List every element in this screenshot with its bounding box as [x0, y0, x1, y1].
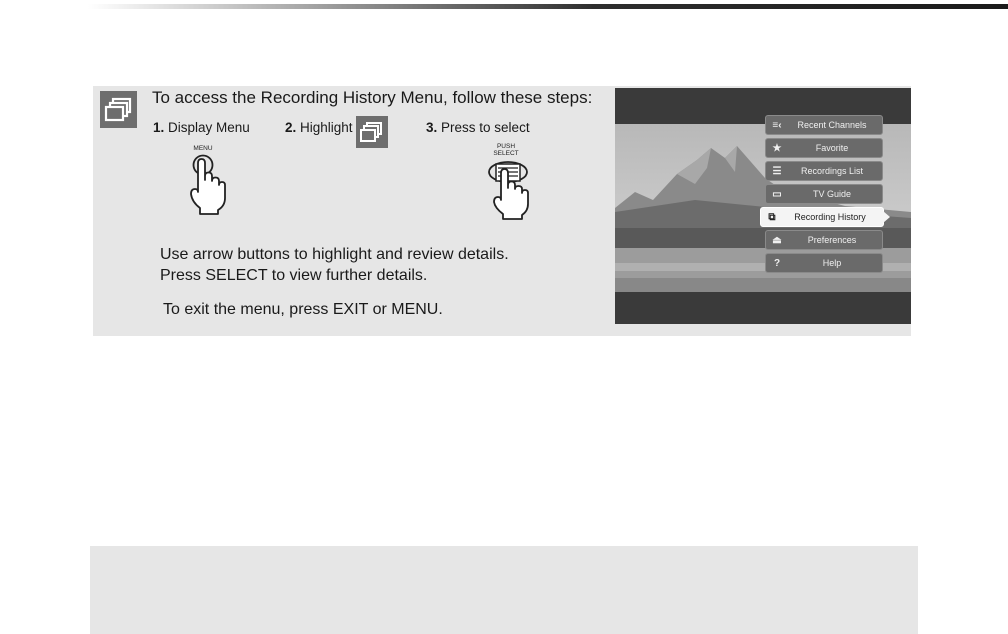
list-icon: ☰	[772, 165, 782, 177]
menu-item-recordings-list[interactable]	[765, 161, 883, 181]
help-icon: ?	[773, 257, 781, 269]
recording-history-icon: ⧉	[768, 211, 776, 223]
tv-main-menu	[765, 115, 883, 276]
star-icon: ★	[772, 142, 782, 154]
menu-item-help[interactable]	[765, 253, 883, 273]
step-1-label: Display Menu	[168, 120, 250, 135]
instruction-line-1: Use arrow buttons to highlight and review details.	[160, 246, 509, 263]
select-button-label	[491, 143, 521, 157]
menu-item-recording-history[interactable]	[760, 207, 884, 227]
menu-item-favorite[interactable]	[765, 138, 883, 158]
select-label-top: PUSH	[496, 143, 516, 150]
instruction-panel	[93, 86, 911, 336]
note-box	[90, 546, 918, 634]
select-button-hand-icon	[478, 158, 538, 220]
recording-history-icon	[100, 91, 137, 128]
intro-text: To access the Recording History Menu, follow these steps:	[152, 88, 593, 107]
step-3-label: Press to select	[441, 120, 530, 135]
menu-item-label: Recording History	[794, 212, 866, 222]
step-1-number: 1.	[153, 120, 165, 135]
menu-item-label: Favorite	[815, 143, 849, 153]
step-1	[153, 120, 250, 135]
menu-item-preferences[interactable]	[765, 230, 883, 250]
exit-instruction: To exit the menu, press EXIT or MENU.	[163, 301, 443, 318]
top-rule	[88, 4, 1008, 9]
step-3-number: 3.	[426, 120, 438, 135]
step-3	[426, 120, 530, 135]
tv-screen-preview	[615, 88, 911, 324]
menu-item-label: TV Guide	[812, 189, 852, 199]
recent-channels-icon: ≡‹	[772, 119, 782, 131]
menu-item-label: Recent Channels	[797, 120, 867, 130]
menu-item-recent-channels[interactable]	[765, 115, 883, 135]
highlight-recording-history-icon	[356, 116, 388, 148]
tv-guide-icon: ▭	[772, 188, 782, 200]
menu-item-label: Preferences	[807, 235, 857, 245]
instruction-line-2: Press SELECT to view further details.	[160, 267, 428, 284]
menu-item-tv-guide[interactable]	[765, 184, 883, 204]
preferences-icon: ⏏	[772, 234, 782, 246]
menu-item-label: Help	[822, 258, 842, 268]
step-2-label: Highlight	[300, 120, 353, 135]
menu-button-hand-icon	[186, 152, 230, 216]
select-label-bottom: SELECT	[493, 150, 519, 157]
step-2	[285, 120, 353, 135]
menu-button-label: MENU	[193, 145, 213, 152]
step-2-number: 2.	[285, 120, 297, 135]
menu-item-label: Recordings List	[800, 166, 864, 176]
